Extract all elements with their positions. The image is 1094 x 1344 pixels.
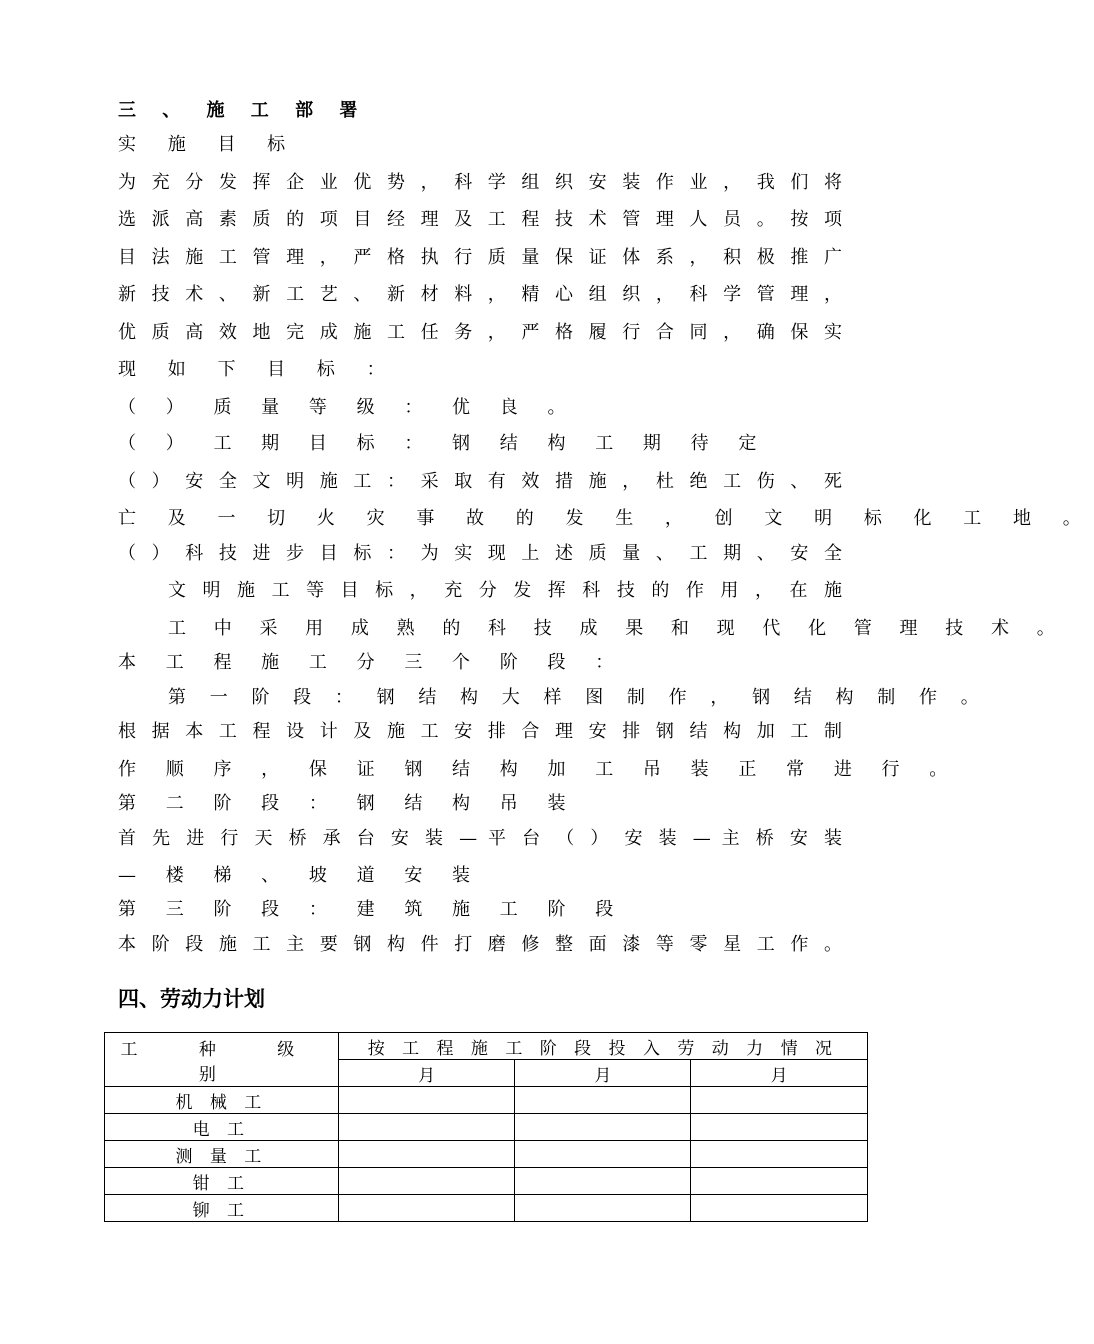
table-cell[interactable] — [338, 1141, 515, 1168]
trade-name: 机 械 工 — [105, 1087, 339, 1114]
goal-safety-line: （ ） 安 全 文 明 施 工 ： 采 取 有 效 措 施 ， 杜 绝 工 伤 、 死 — [118, 471, 842, 492]
phase2-body-line: — 楼 梯 、 坡 道 安 装 — [118, 865, 483, 886]
phase1-body-line: 根 据 本 工 程 设 计 及 施 工 安 排 合 理 安 排 钢 结 构 加 工 制 — [118, 721, 842, 742]
phase2-body-line: 首 先 进 行 天 桥 承 台 安 装 — 平 台 （ ） 安 装 — 主 桥 安 装 — [118, 828, 842, 849]
table-row — [105, 1114, 868, 1141]
table-cell[interactable] — [338, 1195, 515, 1222]
table-cell[interactable] — [691, 1141, 868, 1168]
goal-safety-line: 亡 及 一 切 火 灾 事 故 的 发 生 ， 创 文 明 标 化 工 地 。 — [118, 508, 1094, 529]
table-row — [105, 1168, 868, 1195]
phase1-title: 第 一 阶 段 ： 钢 结 构 大 样 图 制 作 ， 钢 结 构 制 作 。 — [168, 687, 988, 708]
table-row — [105, 1141, 868, 1168]
section3-subtitle: 实 施 目 标 — [118, 134, 299, 155]
paragraph-line: 选 派 高 素 质 的 项 目 经 理 及 工 程 技 术 管 理 人 员 。 按 项 — [118, 209, 842, 230]
table-cell[interactable] — [691, 1087, 868, 1114]
trade-name: 钳 工 — [105, 1168, 339, 1195]
section4-title: 四、劳动力计划 — [118, 987, 265, 1011]
goal-tech-line: （ ） 科 技 进 步 目 标 ： 为 实 现 上 述 质 量 、 工 期 、 安 全 — [118, 543, 842, 564]
goal-schedule: （ ） 工 期 目 标 ： 钢 结 构 工 期 待 定 — [118, 433, 769, 454]
phase1-body-line: 作 顺 序 ， 保 证 钢 结 构 加 工 吊 装 正 常 进 行 。 — [118, 759, 960, 780]
table-row — [105, 1087, 868, 1114]
phase2-title: 第 二 阶 段 ： 钢 结 构 吊 装 — [118, 793, 578, 814]
table-cell[interactable] — [515, 1168, 691, 1195]
table-cell[interactable] — [691, 1195, 868, 1222]
trade-name: 测 量 工 — [105, 1141, 339, 1168]
header-trade: 工 种 级 别 — [105, 1033, 339, 1087]
paragraph-line: 为 充 分 发 挥 企 业 优 势 ， 科 学 组 织 安 装 作 业 ， 我 们 将 — [118, 172, 842, 193]
table-cell[interactable] — [515, 1114, 691, 1141]
goal-tech-line: 工 中 采 用 成 熟 的 科 技 成 果 和 现 代 化 管 理 技 术 。 — [168, 618, 1066, 639]
header-month: 月 — [691, 1060, 868, 1087]
header-month: 月 — [515, 1060, 691, 1087]
paragraph-line: 优 质 高 效 地 完 成 施 工 任 务 ， 严 格 履 行 合 同 ， 确 保 实 — [118, 322, 842, 343]
table-cell[interactable] — [515, 1141, 691, 1168]
table-cell[interactable] — [691, 1168, 868, 1195]
table-cell[interactable] — [691, 1114, 868, 1141]
header-month: 月 — [338, 1060, 515, 1087]
phase3-body: 本 阶 段 施 工 主 要 钢 构 件 打 磨 修 整 面 漆 等 零 星 工 作 。 — [118, 934, 842, 955]
table-cell[interactable] — [515, 1195, 691, 1222]
labor-plan-table — [104, 1032, 868, 1222]
header-phase: 按 工 程 施 工 阶 段 投 入 劳 动 力 情 况 — [338, 1033, 867, 1060]
table-cell[interactable] — [338, 1168, 515, 1195]
goal-tech-line: 文 明 施 工 等 目 标 ， 充 分 发 挥 科 技 的 作 用 ， 在 施 — [168, 580, 842, 601]
paragraph-line: 目 法 施 工 管 理 ， 严 格 执 行 质 量 保 证 体 系 ， 积 极 推 广 — [118, 247, 842, 268]
phase3-title: 第 三 阶 段 ： 建 筑 施 工 阶 段 — [118, 899, 626, 920]
table-row — [105, 1195, 868, 1222]
trade-name: 电 工 — [105, 1114, 339, 1141]
goal-quality: （ ） 质 量 等 级 ： 优 良 。 — [118, 397, 578, 418]
table-cell[interactable] — [338, 1114, 515, 1141]
trade-name: 铆 工 — [105, 1195, 339, 1222]
paragraph-line: 新 技 术 、 新 工 艺 、 新 材 料 ， 精 心 组 织 ， 科 学 管 理 ， — [118, 284, 842, 305]
table-cell[interactable] — [338, 1087, 515, 1114]
phases-intro: 本 工 程 施 工 分 三 个 阶 段 ： — [118, 652, 626, 673]
paragraph-line: 现 如 下 目 标 ： — [118, 359, 398, 380]
section3-title: 三 、 施 工 部 署 — [118, 100, 368, 121]
table-cell[interactable] — [515, 1087, 691, 1114]
